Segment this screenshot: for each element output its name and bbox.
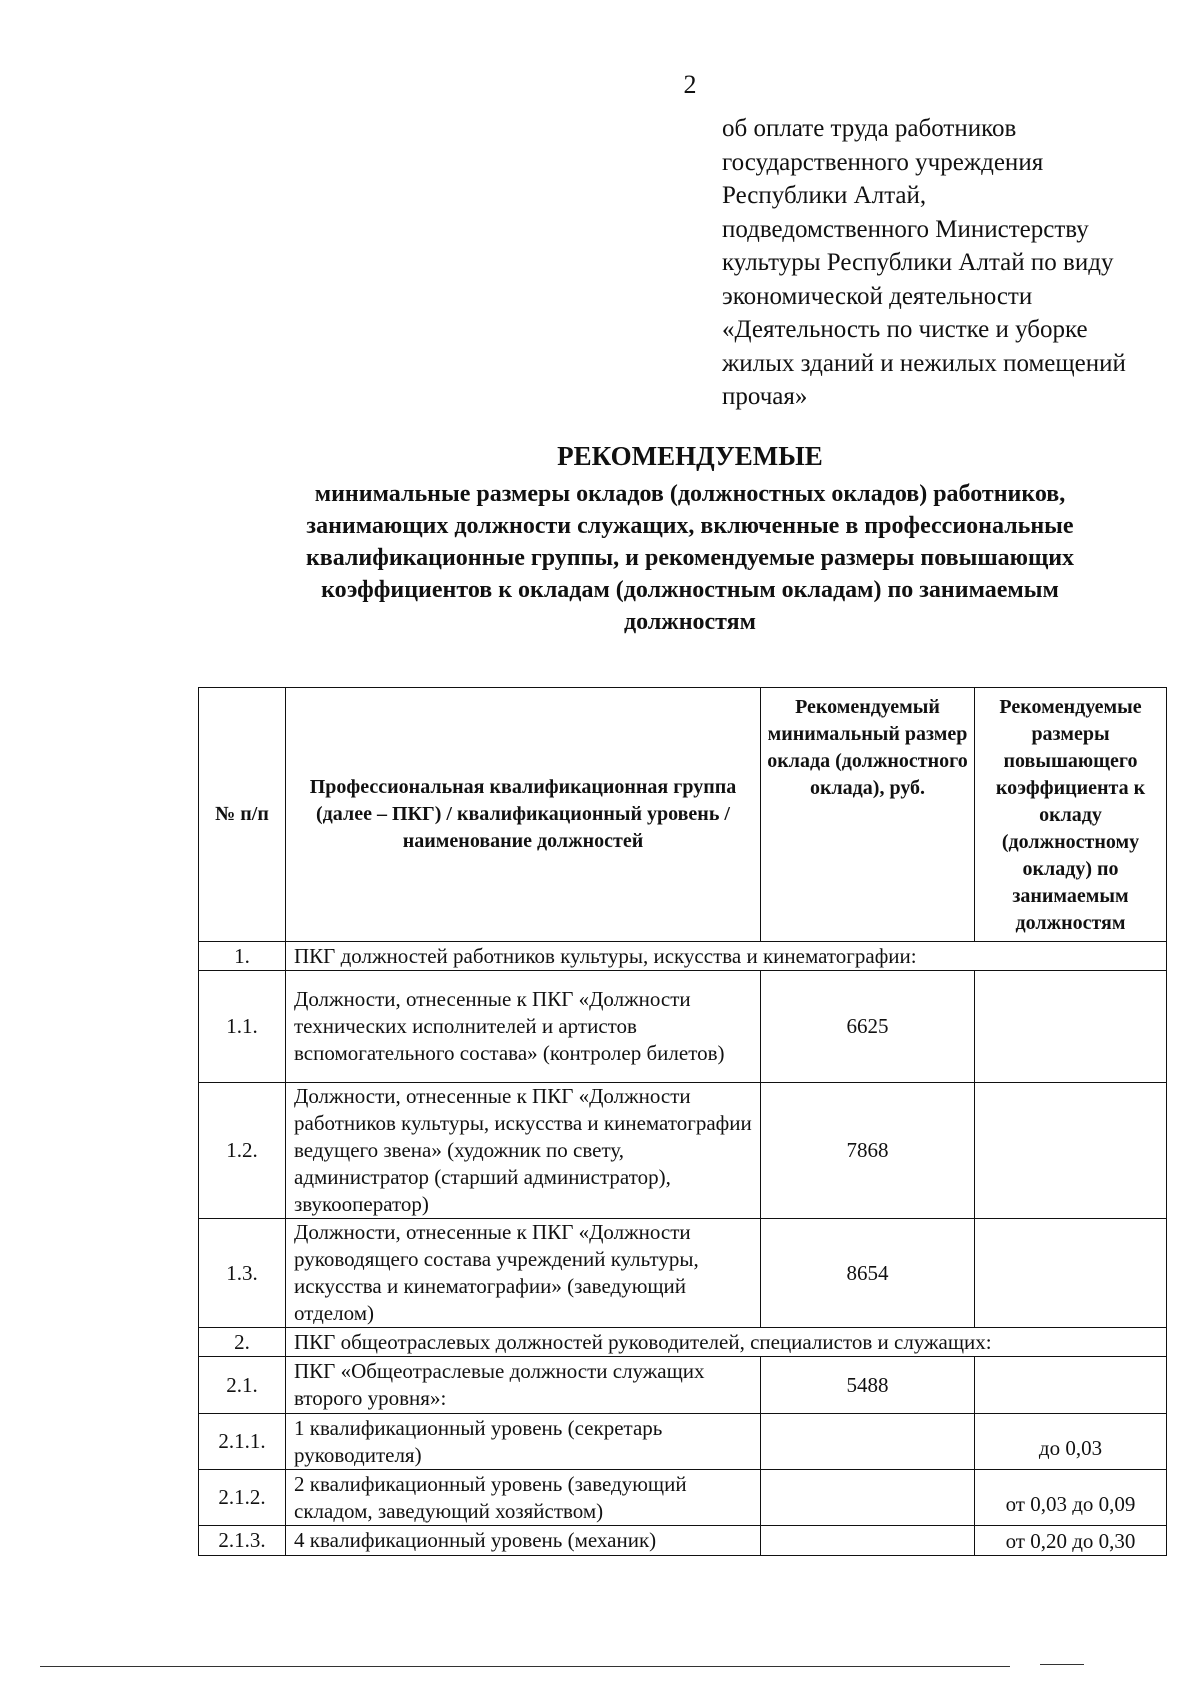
bottom-rule xyxy=(40,1666,1010,1667)
page-number: 2 xyxy=(683,70,697,99)
subtitle-line: коэффициентов к окладам (должностным окладам) по занимаемым xyxy=(321,577,1059,603)
row-position: Должности, отнесенные к ПКГ «Должности технических исполнителей и артистов вспомогательного состава» (контролер билетов) xyxy=(286,971,761,1083)
row-salary: 8654 xyxy=(761,1219,975,1328)
row-num: 1. xyxy=(199,942,286,971)
document-subtitle xyxy=(200,478,1180,638)
reference-line: подведомственного Министерству xyxy=(722,215,1089,243)
reference-line: Республики Алтай, xyxy=(722,182,927,209)
row-salary: 7868 xyxy=(761,1083,975,1219)
header-name: Профессиональная квалификационная группа (далее – ПКГ) / квалификационный уровень / наименование должностей xyxy=(286,688,761,942)
row-salary xyxy=(761,1526,975,1556)
salary-table xyxy=(198,687,1167,1556)
subtitle-line: квалификационные группы, и рекомендуемые размеры повышающих xyxy=(305,545,1075,571)
table-header-row xyxy=(199,688,1167,942)
row-num: 1.2. xyxy=(199,1083,286,1219)
row-position: ПКГ «Общеотраслевые должности служащих второго уровня»: xyxy=(286,1357,761,1414)
row-num: 2.1. xyxy=(199,1357,286,1414)
row-coefficient: до 0,03 xyxy=(975,1414,1167,1470)
row-position: Должности, отнесенные к ПКГ «Должности работников культуры, искусства и кинематографии ведущего звена» (художник по свету, администратор (старший администратор), звукооператор) xyxy=(286,1083,761,1219)
reference-line: «Деятельность по чистке и уборке xyxy=(722,316,1088,343)
table-row xyxy=(199,1328,1167,1357)
reference-line: об оплате труда работников xyxy=(722,115,1017,142)
row-coefficient: от 0,20 до 0,30 xyxy=(975,1526,1167,1556)
document-reference-block xyxy=(722,112,1182,414)
subtitle-line: минимальные размеры окладов (должностных окладов) работников, xyxy=(314,481,1066,507)
header-num: № п/п xyxy=(199,688,286,942)
reference-line: экономической деятельности xyxy=(722,282,1033,310)
row-position: Должности, отнесенные к ПКГ «Должности руководящего состава учреждений культуры, искусства и кинематографии» (заведующий отделом) xyxy=(286,1219,761,1328)
row-num: 1.1. xyxy=(199,971,286,1083)
table-row xyxy=(199,971,1167,1083)
row-position: 1 квалификационный уровень (секретарь руководителя) xyxy=(286,1414,761,1470)
bottom-rule-short xyxy=(1040,1664,1084,1665)
row-coefficient xyxy=(975,1083,1167,1219)
reference-line: культуры Республики Алтай по виду xyxy=(722,249,1114,276)
row-num: 2.1.3. xyxy=(199,1526,286,1556)
row-coefficient: от 0,03 до 0,09 xyxy=(975,1470,1167,1526)
row-salary xyxy=(761,1470,975,1526)
table-row xyxy=(199,1470,1167,1526)
row-num: 2.1.2. xyxy=(199,1470,286,1526)
row-group-title: ПКГ должностей работников культуры, искусства и кинематографии: xyxy=(286,942,1167,971)
row-position: 2 квалификационный уровень (заведующий складом, заведующий хозяйством) xyxy=(286,1470,761,1526)
table-row xyxy=(199,1414,1167,1470)
row-position: 4 квалификационный уровень (механик) xyxy=(286,1526,761,1556)
row-num: 2. xyxy=(199,1328,286,1357)
reference-line: прочая» xyxy=(722,383,808,410)
row-salary: 6625 xyxy=(761,971,975,1083)
row-salary: 5488 xyxy=(761,1357,975,1414)
header-salary: Рекомендуемый минимальный размер оклада (должностного оклада), руб. xyxy=(761,688,975,942)
document-title: РЕКОМЕНДУЕМЫЕ xyxy=(557,441,823,471)
row-coefficient xyxy=(975,1357,1167,1414)
row-num: 2.1.1. xyxy=(199,1414,286,1470)
table-row xyxy=(199,1526,1167,1556)
reference-line: жилых зданий и нежилых помещений xyxy=(722,349,1126,377)
row-coefficient xyxy=(975,971,1167,1083)
table-row xyxy=(199,1219,1167,1328)
header-coefficient: Рекомендуемые размеры повышающего коэффициента к окладу (должностному окладу) по занимаемым должностям xyxy=(975,688,1167,942)
table-row xyxy=(199,1357,1167,1414)
row-num: 1.3. xyxy=(199,1219,286,1328)
row-coefficient xyxy=(975,1219,1167,1328)
table-row xyxy=(199,942,1167,971)
row-salary xyxy=(761,1414,975,1470)
subtitle-line: должностям xyxy=(624,609,756,635)
row-group-title: ПКГ общеотраслевых должностей руководителей, специалистов и служащих: xyxy=(286,1328,1167,1357)
subtitle-line: занимающих должности служащих, включенные в профессиональные xyxy=(306,513,1074,539)
reference-line: государственного учреждения xyxy=(722,148,1044,176)
table-row xyxy=(199,1083,1167,1219)
